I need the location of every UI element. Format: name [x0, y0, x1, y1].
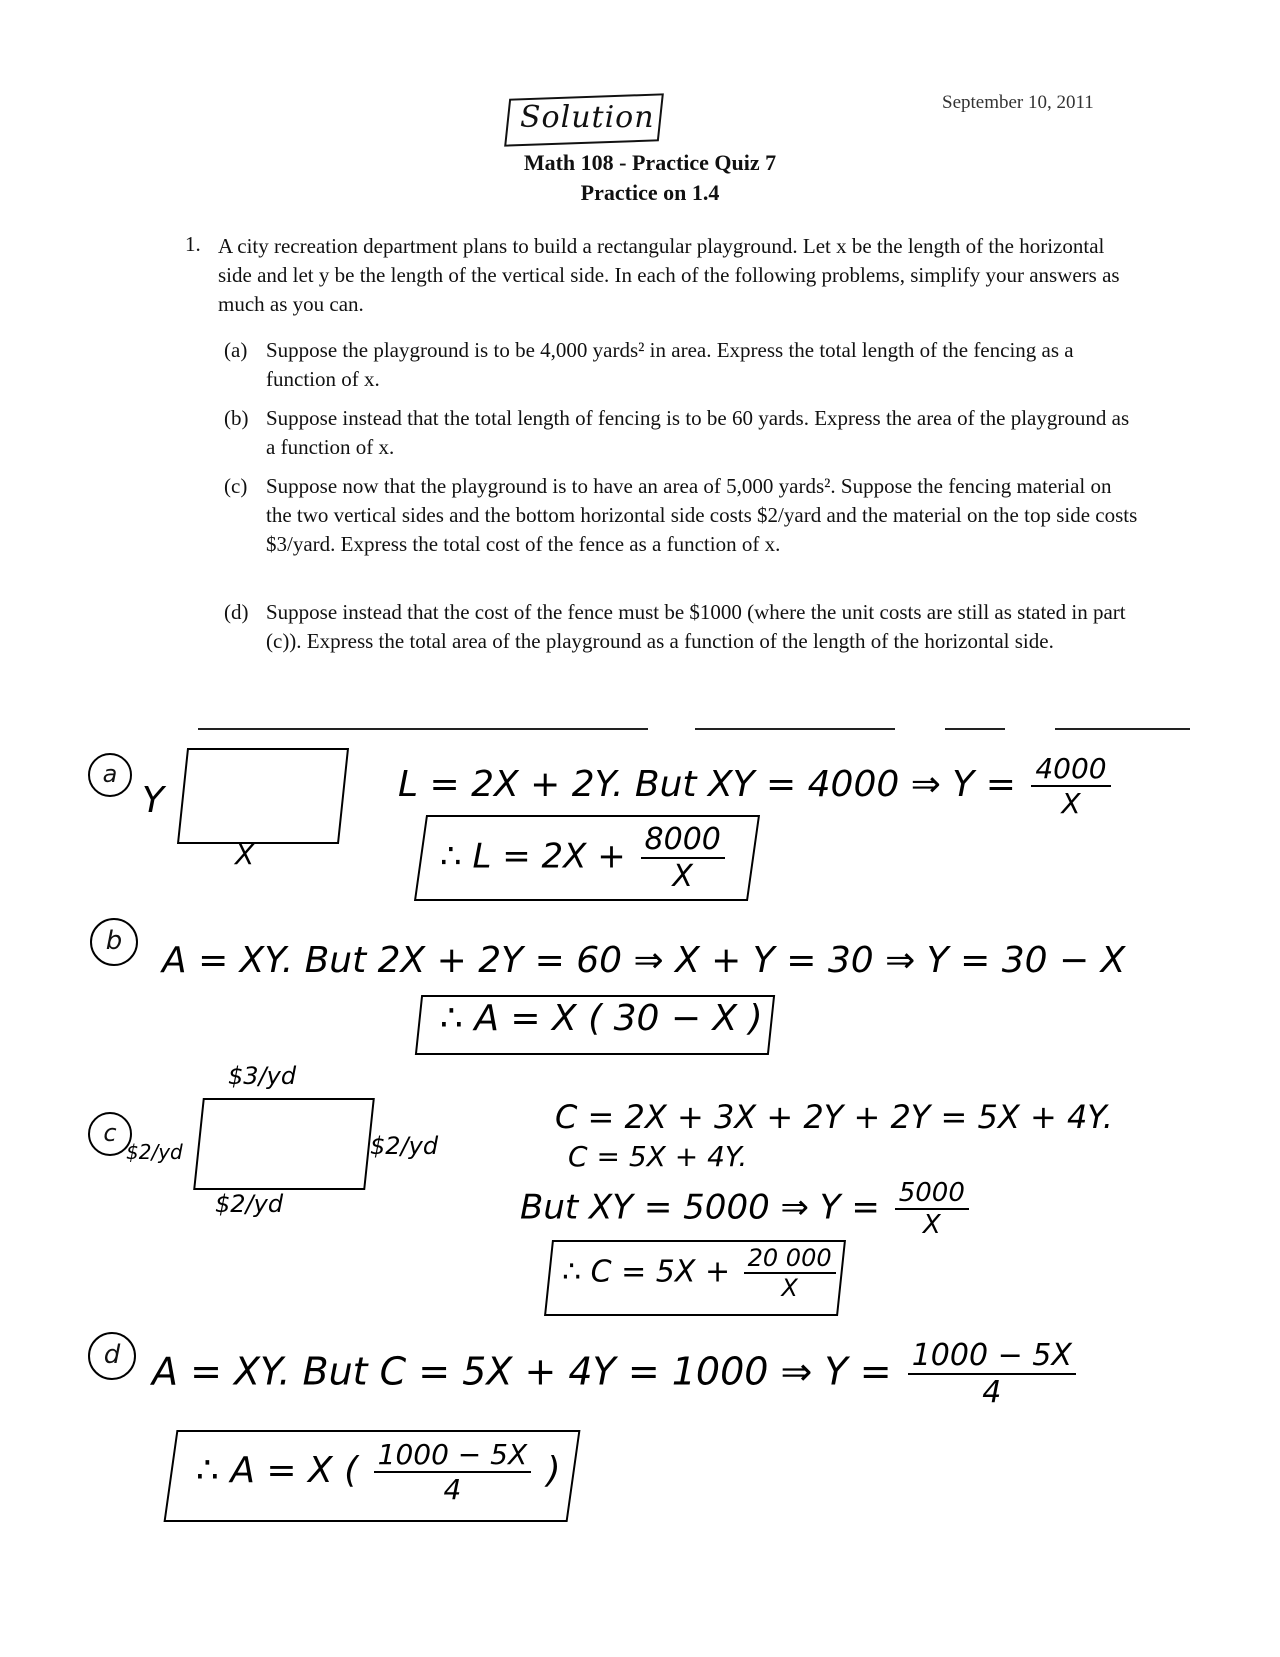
fraction-numerator: 1000 − 5X: [374, 1438, 532, 1473]
part-label: (d): [224, 600, 249, 624]
solution-c-work-3: [520, 1178, 973, 1240]
part-label: (b): [224, 406, 249, 430]
solution-c-fraction: [895, 1178, 969, 1240]
answer-lead: ∴ L = 2X +: [440, 836, 626, 877]
playground-rectangle-c: [193, 1098, 375, 1190]
solution-c-work-1: C = 2X + 3X + 2Y + 2Y = 5X + 4Y.: [555, 1098, 1113, 1136]
fraction-numerator: 8000: [641, 822, 725, 859]
solution-a-answer: [440, 822, 729, 894]
fraction-numerator: 4000: [1031, 752, 1110, 787]
part-text: Suppose the playground is to be 4,000 yards² in area. Express the total length of the fencing as a function of x.: [266, 338, 1074, 391]
solution-a-work: [398, 752, 1115, 820]
solution-d-work: [152, 1338, 1080, 1410]
answer-fraction: [374, 1438, 532, 1506]
solution-d-marker: d: [88, 1332, 136, 1380]
fraction-denominator: X: [1061, 787, 1081, 820]
part-label: (a): [224, 338, 248, 362]
quiz-date: September 10, 2011: [942, 92, 1094, 113]
solution-c-bottom-cost: $2/yd: [215, 1190, 284, 1218]
solution-d-fraction: [908, 1338, 1076, 1410]
solution-c-left-cost: $2/yd: [126, 1140, 183, 1164]
playground-rectangle-a: [177, 748, 349, 844]
fraction-denominator: 4: [982, 1375, 1002, 1410]
solution-d-answer: [196, 1438, 561, 1506]
divider-rule: [695, 728, 895, 730]
answer-fraction: [641, 822, 725, 894]
solution-a-marker: a: [88, 753, 132, 797]
problem-number: 1.: [185, 232, 201, 256]
part-label: (c): [224, 474, 248, 498]
fraction-denominator: X: [672, 859, 693, 894]
solution-d-work-text: A = XY. But C = 5X + 4Y = 1000 ⇒ Y =: [152, 1349, 892, 1394]
part-text: Suppose instead that the cost of the fence must be $1000 (where the unit costs are still as stated in part (c)). Express the total area of the playground as a function of the length of the horizontal side.: [266, 600, 1126, 653]
fraction-denominator: X: [922, 1210, 941, 1240]
solution-b-work: A = XY. But 2X + 2Y = 60 ⇒ X + Y = 30 ⇒ Y = 30 − X: [162, 940, 1126, 981]
divider-rule: [198, 728, 648, 730]
solution-stamp: Solution: [520, 100, 655, 135]
fraction-numerator: 20 000: [744, 1244, 836, 1274]
solution-a-work-text: L = 2X + 2Y. But XY = 4000 ⇒ Y =: [398, 764, 1016, 805]
divider-rule: [945, 728, 1005, 730]
part-text: Suppose now that the playground is to have an area of 5,000 yards². Suppose the fencing material on the two vertical sides and the bottom horizontal side costs $2/yard and the material on the top side costs $3/yard. Express the total cost of the fence as a function of x.: [266, 474, 1138, 556]
solution-a-side-x: X: [235, 838, 255, 871]
solution-c-top-cost: $3/yd: [228, 1062, 297, 1090]
solution-c-work-3-text: But XY = 5000 ⇒ Y =: [520, 1187, 880, 1228]
answer-lead: ∴ C = 5X +: [562, 1254, 731, 1290]
solution-c-right-cost: $2/yd: [370, 1132, 439, 1160]
quiz-title: Math 108 - Practice Quiz 7: [523, 150, 777, 175]
divider-rule: [1055, 728, 1190, 730]
solution-b-marker: b: [90, 918, 138, 966]
fraction-denominator: 4: [443, 1473, 462, 1506]
solution-a-side-y: Y: [142, 780, 164, 821]
answer-fraction: [744, 1244, 836, 1302]
quiz-subtitle: Practice on 1.4: [580, 180, 720, 205]
solution-c-marker: c: [88, 1112, 132, 1156]
solution-b-answer: ∴ A = X ( 30 − X ): [440, 998, 763, 1039]
solution-c-work-2: C = 5X + 4Y.: [568, 1140, 748, 1173]
problem-intro: A city recreation department plans to build a rectangular playground. Let x be the length of the horizontal side and let y be the length of the vertical side. In each of the following problems, simplify your answers as much as you can.: [218, 234, 1120, 316]
answer-lead: ∴ A = X (: [196, 1450, 359, 1491]
part-text: Suppose instead that the total length of fencing is to be 60 yards. Express the area of the playground as a function of x.: [266, 406, 1130, 459]
solution-c-answer: [562, 1244, 840, 1302]
answer-tail: ): [546, 1450, 561, 1491]
fraction-numerator: 5000: [895, 1178, 969, 1210]
solution-a-fraction: [1031, 752, 1110, 820]
fraction-numerator: 1000 − 5X: [908, 1338, 1076, 1375]
fraction-denominator: X: [781, 1274, 798, 1302]
